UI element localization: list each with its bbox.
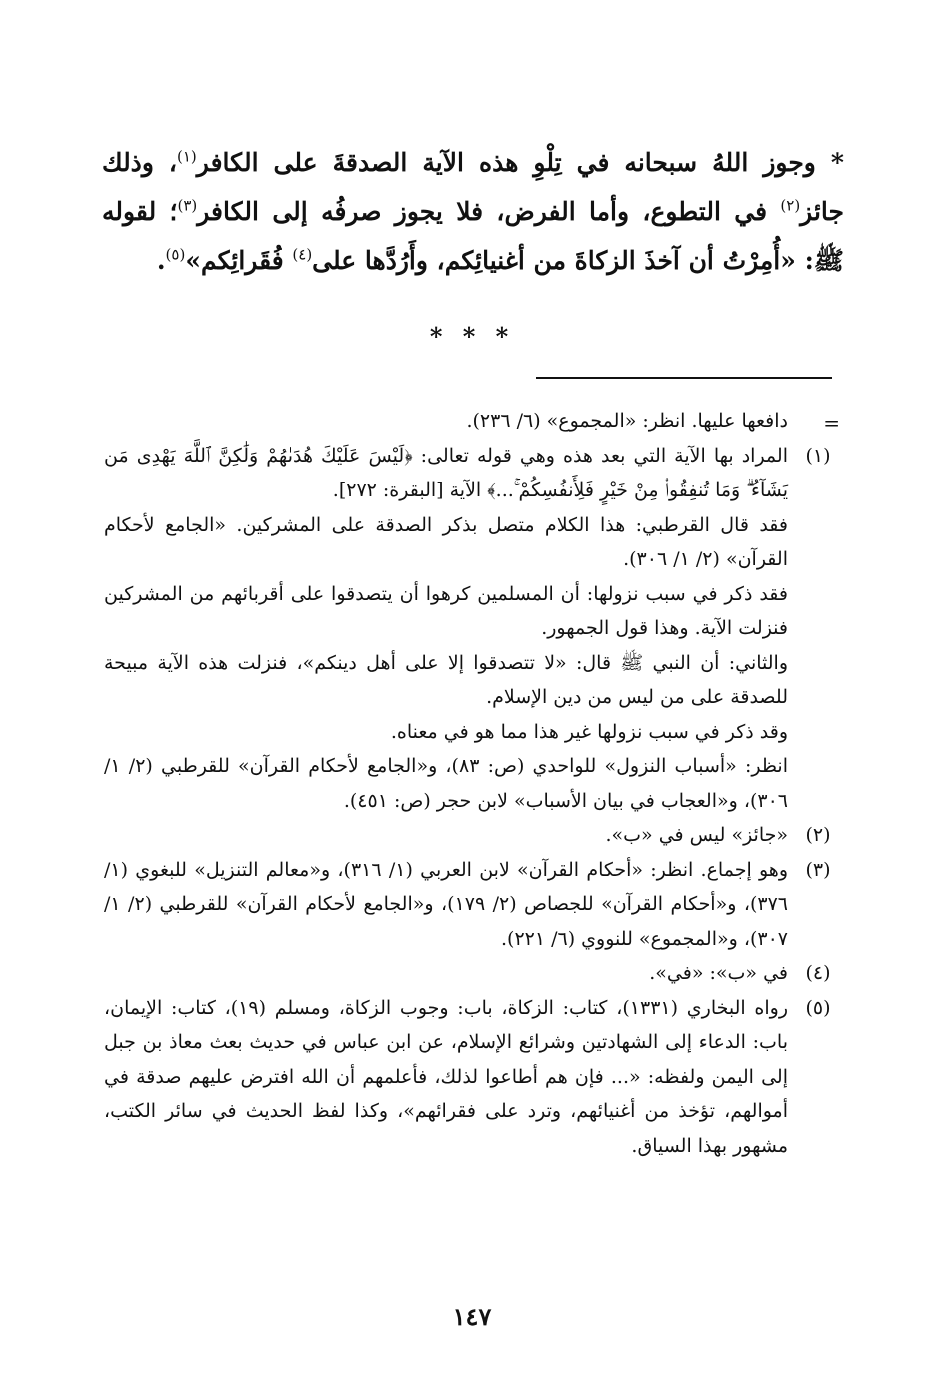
- footnotes-section: [104, 404, 840, 1163]
- footnote-number: (٥): [805, 996, 831, 1019]
- footnote-text: «جائز» ليس في «ب».: [605, 824, 788, 846]
- main-text-segment: .: [156, 246, 166, 275]
- footnote-text: المراد بها الآية التي بعد هذه وهي قوله تعالى: ﴿لَيْسَ عَلَيْكَ هُدَىٰهُمْ وَلَٰكِنَّ ٱللَّهَ يَهْدِى مَن يَشَآءُ ۗ وَمَا تُنفِقُوا۟ مِنْ خَيْرٍ فَلِأَنفُسِكُمْ ۚ...﴾ الآية [البقرة: ٢٧٢].: [104, 444, 788, 501]
- footnote-number: (١): [805, 444, 831, 467]
- footnote-text: وهو إجماع. انظر: «أحكام القرآن» لابن العربي (١/ ٣١٦)، و«معالم التنزيل» للبغوي (١/ ٣٧٦)، و«أحكام القرآن» للجصاص (٢/ ١٧٩)، و«الجامع لأحكام القرآن» للقرطبي (٢/ ١/ ٣٠٧)، و«المجموع» للنووي (٦/ ٢٢١).: [104, 858, 788, 950]
- footnote-ref-1: (١): [177, 147, 197, 166]
- footnote-number: (٢): [805, 824, 831, 846]
- footnote-ref-3: (٣): [177, 196, 198, 215]
- footnote-text: رواه البخاري (١٣٣١)، كتاب: الزكاة، باب: وجوب الزكاة، ومسلم (١٩)، كتاب: الإيمان، باب: الدعاء إلى الشهادتين وشرائع الإسلام، عن ابن عباس في حديث بعث معاذ بن جبل إلى اليمن ولفظه: «... فإن هم أطاعوا لذلك، فأعلمهم أن الله افترض عليهم صدقة في أموالهم، تؤخذ من أغنيائهم، وترد على فقرائهم»، وكذا لفظ الحديث في سائر الكتب، مشهور بهذا السياق.: [104, 996, 788, 1157]
- main-text-segment: ؛ لقوله ﷺ: «أُمِرْتُ أن آخذَ الزكاةَ من أغنيائِكم، وأَرُدَّها على: [102, 197, 844, 275]
- footnote-text: انظر: «أسباب النزول» للواحدي (ص: ٨٣)، و«الجامع لأحكام القرآن» للقرطبي (٢/ ١/ ٣٠٦)، و«العجاب في بيان الأسباب» لابن حجر (ص: ٤٥١).: [104, 755, 788, 812]
- footnote-ref-4: (٤): [292, 245, 313, 264]
- footnote-text: دافعها عليها. انظر: «المجموع» (٦/ ٢٣٦).: [466, 410, 788, 432]
- footnote-continuation: [104, 404, 840, 439]
- main-text-segment: فُقَرائِكم»: [185, 246, 293, 275]
- footnote-number: (٤): [805, 962, 831, 984]
- continuation-mark: =: [823, 411, 840, 435]
- page-number: ١٤٧: [452, 1302, 492, 1331]
- footnote-2: [104, 818, 834, 853]
- footnote-text: والثاني: أن النبي ﷺ قال: «لا تتصدقوا إلا على أهل دينكم»، فنزلت هذه الآية مبيحة للصدقة على من ليس من دين الإسلام.: [104, 651, 788, 708]
- footnote-5: [104, 991, 834, 1164]
- footnote-text: وقد ذكر في سبب نزولها غير هذا مما هو في معناه.: [390, 720, 788, 743]
- main-body-text: [102, 138, 844, 285]
- main-text-segment: * وجوز اللهُ سبحانه في تِلْوِ هذه الآية الصدقةَ على الكافر: [196, 148, 844, 177]
- main-text-segment: ، وذلك جائز: [102, 148, 844, 226]
- main-paragraph: [102, 138, 844, 285]
- footnote-3: [104, 853, 834, 957]
- main-text-segment: في التطوع، وأما الفرض، فلا يجوز صرفُه إلى الكافر: [197, 197, 781, 226]
- footnote-text: فقد قال القرطبي: هذا الكلام متصل بذكر الصدقة على المشركين. «الجامع لأحكام القرآن» (٢/ ١/ ٣٠٦).: [104, 513, 788, 570]
- section-separator: * * *: [429, 322, 515, 351]
- footnote-ref-5: (٥): [165, 245, 186, 264]
- footnote-text: فقد ذكر في سبب نزولها: أن المسلمين كرهوا أن يتصدقوا على أقربائهم من المشركين فنزلت الآية. وهذا قول الجمهور.: [104, 582, 788, 639]
- footnote-ref-2: (٢): [780, 196, 801, 215]
- footnote-4: [104, 956, 834, 991]
- footnote-number: (٣): [805, 858, 831, 881]
- footnote-text: في «ب»: «في».: [649, 962, 788, 984]
- footnote-divider: [536, 377, 832, 379]
- footnote-1: [104, 439, 834, 819]
